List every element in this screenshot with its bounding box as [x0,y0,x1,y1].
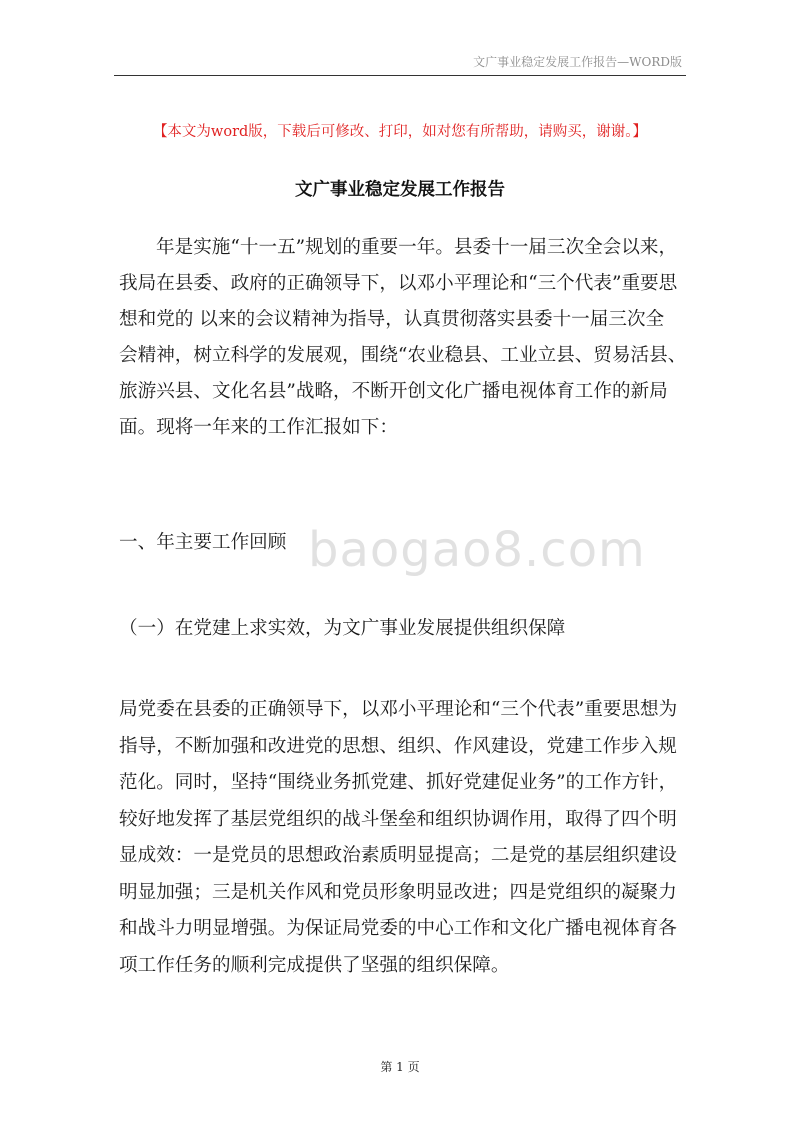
body-line: 局党委在县委的正确领导下，以邓小平理论和“三个代表”重要思想为 [119,699,678,720]
watermark: baogao8.com [308,522,646,578]
sub-heading: （一）在党建上求实效，为文广事业发展提供组织保障 [119,618,566,639]
intro-line: 我局在县委、政府的正确领导下，以邓小平理论和“三个代表”重要思 [119,273,678,294]
body-line: 范化。同时，坚持“围绕业务抓党建、抓好党建促业务”的工作方针， [119,772,678,793]
section-heading: 一、年主要工作回顾 [119,532,287,553]
body-line: 明显加强；三是机关作风和党员形象明显改进；四是党组织的凝聚力 [119,881,677,903]
intro-line: 旅游兴县、文化名县”战略，不断开创文化广播电视体育工作的新局 [119,381,668,402]
intro-line: 会精神，树立科学的发展观，围绕“农业稳县、工业立县、贸易活县、 [119,345,687,366]
body-line: 显成效：一是党员的思想政治素质明显提高；二是党的基层组织建设 [119,845,677,866]
body-line: 较好地发挥了基层党组织的战斗堡垒和组织协调作用，取得了四个明 [119,808,677,830]
body-line: 项工作任务的顺利完成提供了坚强的组织保障。 [119,954,510,976]
intro-line: 想和党的 以来的会议精神为指导，认真贯彻落实县委十一届三次全 [119,309,665,330]
intro-line: 年是实施“十一五”规划的重要一年。县委十一届三次全会以来， [156,237,678,258]
intro-line: 面。现将一年来的工作汇报如下： [119,417,398,438]
intro-paragraph [119,230,691,446]
purchase-notice: 【本文为word版，下载后可修改、打印，如对您有所帮助，请购买，谢谢。】 [152,124,648,140]
body-line: 指导，不断加强和改进党的思想、组织、作风建设，党建工作步入规 [119,735,677,757]
body-line: 和战斗力明显增强。为保证局党委的中心工作和文化广播电视体育各 [119,918,677,939]
body-paragraph [119,692,691,984]
header-divider [114,75,686,76]
page-number: 第 1 页 [380,1060,420,1074]
document-title: 文广事业稳定发展工作报告 [295,180,505,200]
running-header: 文广事业稳定发展工作报告—WORD版 [473,55,682,69]
